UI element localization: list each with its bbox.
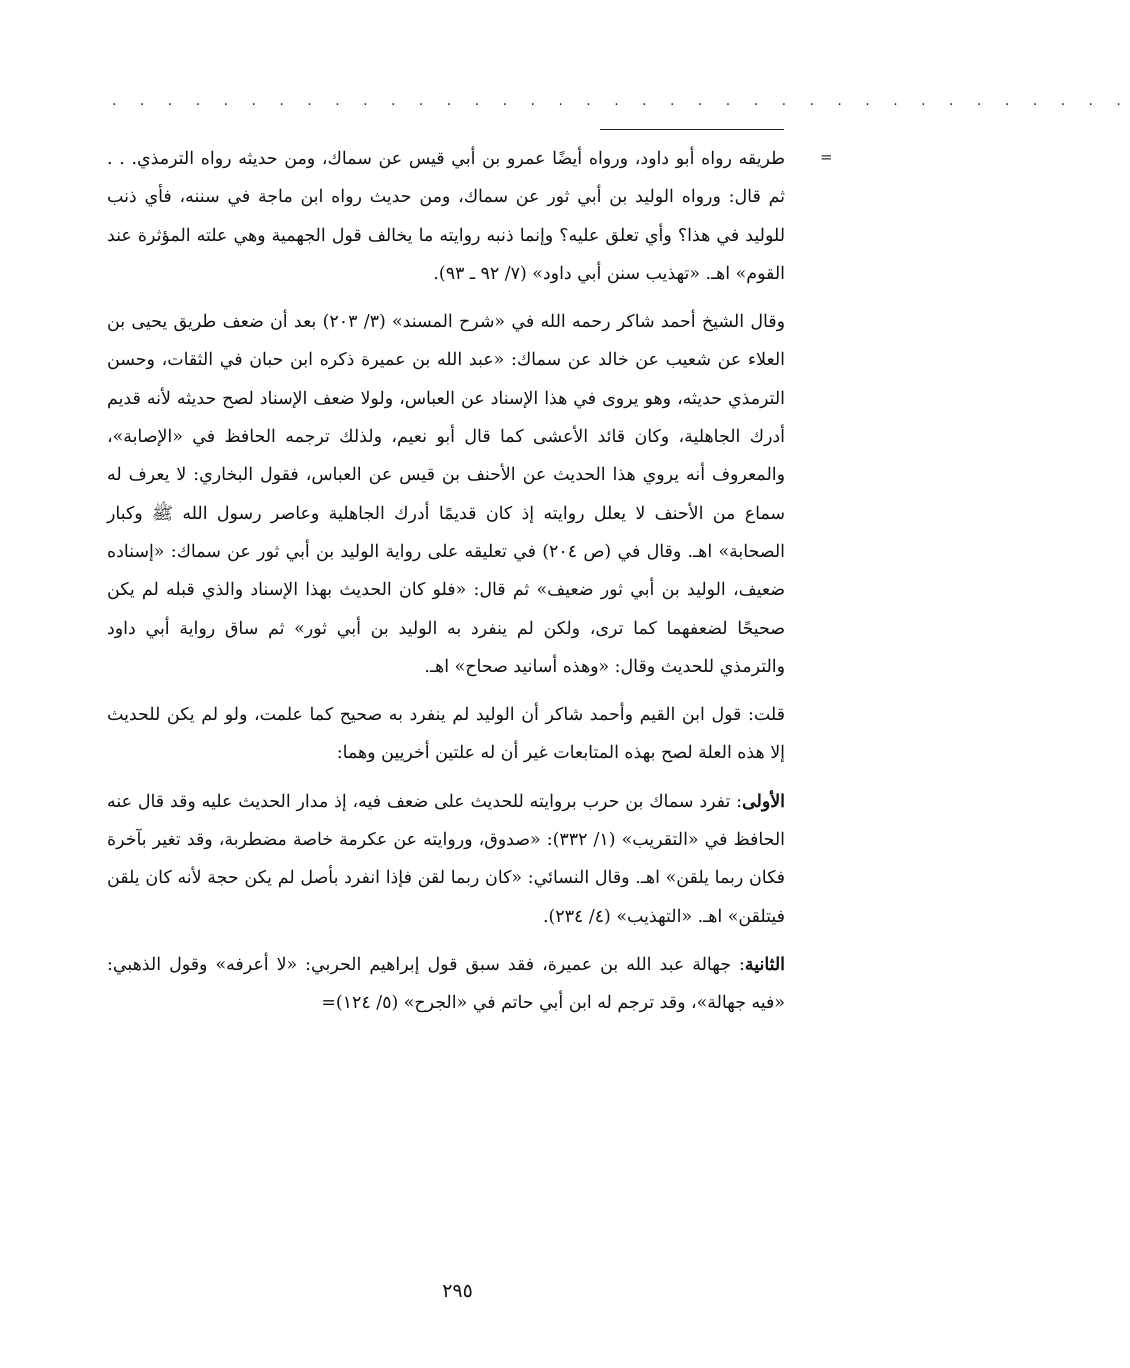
footnote-rule	[600, 129, 784, 130]
dotted-separator: . . . . . . . . . . . . . . . . . . . . . . . . . . . . . . . . . . . . .	[112, 93, 1130, 109]
paragraph-text: وقال الشيخ أحمد شاكر رحمه الله في «شرح المسند» (٣/ ٢٠٣) بعد أن ضعف طريق يحيى بن العلاء عن شعيب عن خالد عن سماك: «عبد الله بن عميرة ذكره ابن حبان في الثقات، وحسن الترمذي حديثه، وهو يروى في هذا الإسناد عن العباس، ولولا ضعف الإسناد لصح حديثه لأنه قديم أدرك الجاهلية، وكان قائد الأعشى كما قال أبو نعيم، ولذلك ترجمه الحافظ في «الإصابة»، والمعروف أنه يروي هذا الحديث عن الأحنف بن قيس عن العباس، فقول البخاري: لا يعرف له سماع من الأحنف لا يعلل روايته إذ كان قديمًا أدرك الجاهلية وعاصر رسول الله ﷺ وكبار الصحابة» اهـ. وقال في (ص ٢٠٤) في تعليقه على رواية الوليد بن أبي ثور عن سماك: «إسناده ضعيف، الوليد بن أبي ثور ضعيف» ثم قال: «فلو كان الحديث بهذا الإسناد والذي قبله لم يكن صحيحًا لضعفهما كما ترى، ولكن لم ينفرد به الوليد بن أبي ثور» ثم ساق رواية أبي داود والترمذي للحديث وقال: «وهذه أسانيد صحاح» اهـ.	[107, 312, 785, 677]
footnote-text	[107, 140, 785, 1023]
paragraph-text: : تفرد سماك بن حرب بروايته للحديث على ضعف فيه، إذ مدار الحديث عليه وقد قال عنه الحافظ في «التقريب» (١/ ٣٣٢): «صدوق، وروايته عن عكرمة خاصة مضطربة، وقد تغير بآخرة فكان ربما يلقن» اهـ. وقال النسائي: «كان ربما لقن فإذا انفرد بأصل لم يكن حجة لأنه كان يلقن فيتلقن» اهـ. «التهذيب» (٤/ ٢٣٤).	[107, 791, 786, 927]
continuation-mark: =	[820, 148, 833, 166]
paragraph	[107, 696, 785, 773]
paragraph	[107, 946, 785, 1023]
paragraph-lead: الثانية	[744, 954, 785, 975]
paragraph-text: طريقه رواه أبو داود، ورواه أيضًا عمرو بن أبي قيس عن سماك، ومن حديثه رواه الترمذي. . . ثم قال: ورواه الوليد بن أبي ثور عن سماك، ومن حديث رواه ابن ماجة في سننه، فأي ذنب للوليد في هذا؟ وأي تعلق عليه؟ وإنما ذنبه روايته ما يخالف قول الجهمية وهي علته المؤثرة عند القوم» اهـ. «تهذيب سنن أبي داود» (٧/ ٩٢ ـ ٩٣).	[107, 149, 785, 284]
paragraph	[107, 783, 785, 936]
paragraph-text: : جهالة عبد الله بن عميرة، فقد سبق قول إبراهيم الحربي: «لا أعرفه» وقول الذهبي: «فيه جهالة»، وقد ترجم له ابن أبي حاتم في «الجرح» (٥/ ١٢٤)=	[107, 954, 785, 1014]
paragraph	[107, 303, 785, 686]
paragraph-text: قلت: قول ابن القيم وأحمد شاكر أن الوليد لم ينفرد به صحيح كما علمت، ولو لم يكن للحديث إلا هذه العلة لصح بهذه المتابعات غير أن له علتين أخريين وهما:	[107, 705, 785, 764]
paragraph-lead: الأولى	[742, 791, 785, 812]
paragraph	[107, 140, 785, 293]
page-number: ٢٩٥	[442, 1280, 473, 1302]
